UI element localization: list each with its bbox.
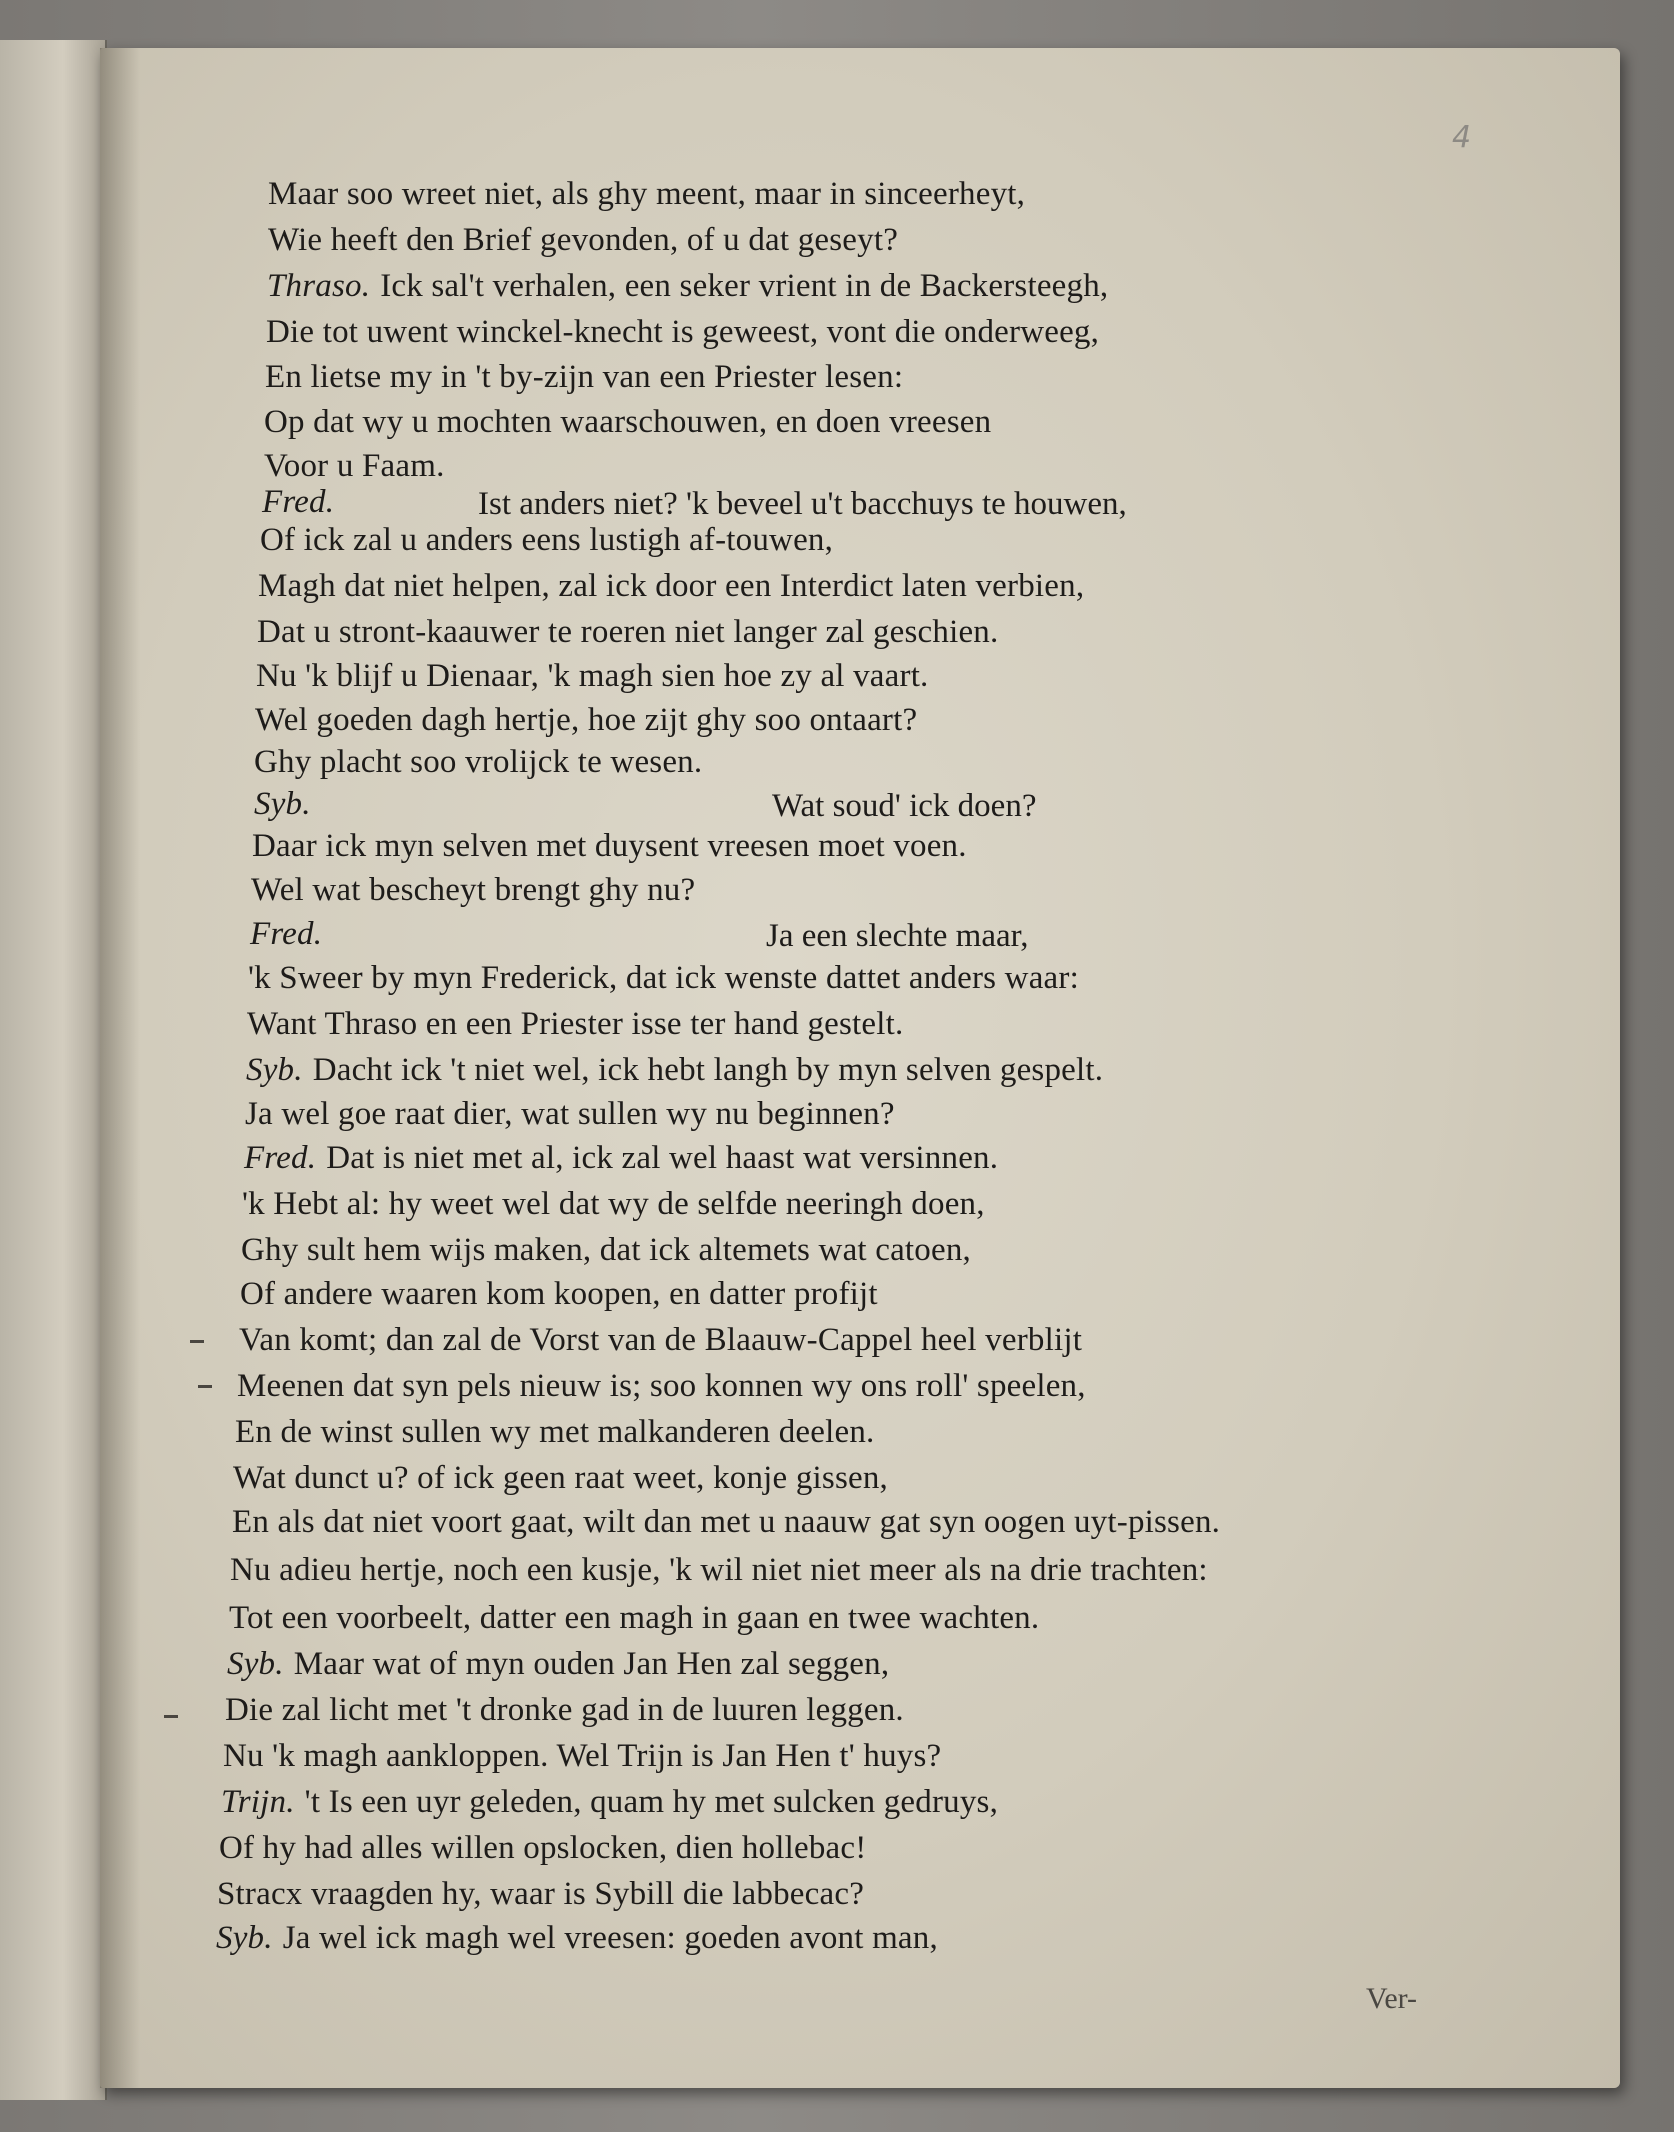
text-line [229, 1598, 1039, 1638]
line-text: Tot een voorbeelt, datter een magh in gaan en twee wachten. [229, 1600, 1040, 1636]
text-line [268, 174, 1025, 214]
line-text: Want Thraso en een Priester isse ter hand gestelt. [247, 1006, 904, 1042]
line-text: 't Is een uyr geleden, quam hy met sulcken gedruys, [304, 1784, 999, 1820]
text-line [247, 1004, 903, 1044]
text-line [254, 784, 311, 824]
text-line [216, 1918, 938, 1958]
line-text: Wel wat bescheyt brengt ghy nu? [251, 872, 696, 908]
text-line [235, 1412, 874, 1452]
line-text: Die tot uwent winckel-knecht is geweest, vont die onderweeg, [266, 314, 1100, 350]
text-line [255, 700, 917, 740]
line-text: Dat u stront-kaauwer te roeren niet langer zal geschien. [257, 614, 999, 650]
text-line [219, 1828, 866, 1868]
line-text: Ja wel goe raat dier, wat sullen wy nu beginnen? [245, 1096, 895, 1132]
speaker-name: Syb. [254, 786, 311, 822]
text-line [246, 1050, 1103, 1090]
line-text: Of ick zal u anders eens lustigh af-touwen, [260, 522, 834, 558]
text-line [262, 482, 334, 522]
text-line [254, 742, 702, 782]
speaker-name: Fred. [250, 916, 323, 952]
speaker-name: Fred. [262, 484, 335, 520]
speaker-name: Thraso. [267, 268, 371, 304]
line-text: Dacht ick 't niet wel, ick hebt langh by myn selven gespelt. [312, 1052, 1104, 1088]
line-text: Ick sal't verhalen, een seker vrient in de Backersteegh, [380, 268, 1109, 304]
line-text: Ghy placht soo vrolijck te wesen. [254, 744, 703, 780]
text-line [256, 656, 929, 696]
text-line [257, 612, 998, 652]
margin-mark [164, 1715, 178, 1718]
text-line [227, 1644, 889, 1684]
line-text: Van komt; dan zal de Vorst van de Blaauw-Cappel heel verblijt [239, 1322, 1083, 1358]
margin-mark [198, 1385, 212, 1388]
line-text: Wat dunct u? of ick geen raat weet, konje gissen, [233, 1460, 888, 1496]
text-line [260, 520, 833, 560]
text-line [230, 1550, 1208, 1590]
line-text: Stracx vraagden hy, waar is Sybill die labbecac? [217, 1876, 865, 1912]
line-text: Ist anders niet? 'k beveel u't bacchuys te houwen, [478, 486, 1127, 522]
speaker-name: Syb. [227, 1646, 284, 1682]
line-text: Nu 'k blijf u Dienaar, 'k magh sien hoe zy al vaart. [256, 658, 929, 694]
line-text: Ghy sult hem wijs maken, dat ick altemets wat catoen, [241, 1232, 971, 1268]
line-text: Maar soo wreet niet, als ghy meent, maar in sinceerheyt, [268, 176, 1026, 212]
text-line [225, 1690, 904, 1730]
speaker-name: Syb. [246, 1052, 303, 1088]
speaker-name: Fred. [244, 1140, 317, 1176]
text-line [232, 1502, 1220, 1542]
text-line [250, 914, 322, 954]
line-text: En lietse my in 't by-zijn van een Priester lesen: [265, 359, 904, 395]
line-text: Of andere waaren kom koopen, en datter profijt [240, 1276, 878, 1312]
text-line [242, 1184, 985, 1224]
text-line [265, 357, 903, 397]
line-text: Of hy had alles willen opslocken, dien hollebac! [219, 1830, 867, 1866]
text-line [233, 1458, 888, 1498]
text-line [245, 1094, 895, 1134]
text-line [217, 1874, 864, 1914]
text-line [264, 402, 991, 442]
speaker-name: Syb. [216, 1920, 273, 1956]
line-text: Wel goeden dagh hertje, hoe zijt ghy soo ontaart? [255, 702, 918, 738]
speaker-name: Trijn. [221, 1784, 295, 1820]
line-text: 'k Hebt al: hy weet wel dat wy de selfde neeringh doen, [242, 1186, 985, 1222]
line-text: Meenen dat syn pels nieuw is; soo konnen wy ons roll' speelen, [237, 1368, 1086, 1404]
text-line [267, 266, 1108, 306]
text-line [237, 1366, 1086, 1406]
text-line [266, 312, 1099, 352]
text-line [239, 1320, 1082, 1360]
line-text: En als dat niet voort gaat, wilt dan met u naauw gat syn oogen uyt-pissen. [232, 1504, 1221, 1540]
text-line [248, 958, 1079, 998]
line-text: Nu adieu hertje, noch een kusje, 'k wil niet niet meer als na drie trachten: [230, 1552, 1208, 1588]
text-line [241, 1230, 971, 1270]
text-line [240, 1274, 878, 1314]
text-line [252, 826, 967, 866]
line-text: Magh dat niet helpen, zal ick door een Interdict laten verbien, [258, 568, 1085, 604]
line-text: Maar wat of myn ouden Jan Hen zal seggen, [293, 1646, 890, 1682]
line-text: Wat soud' ick doen? [772, 788, 1037, 824]
page-number: 4 [1452, 120, 1472, 155]
line-text: Wie heeft den Brief gevonden, of u dat geseyt? [268, 222, 899, 258]
text-line [251, 870, 695, 910]
line-text: En de winst sullen wy met malkanderen deelen. [235, 1414, 875, 1450]
line-text: Op dat wy u mochten waarschouwen, en doen vreesen [264, 404, 992, 440]
catchword: Ver- [1366, 1982, 1418, 2015]
line-text: Nu 'k magh aankloppen. Wel Trijn is Jan Hen t' huys? [223, 1738, 942, 1774]
line-text: Voor u Faam. [264, 448, 445, 484]
text-line [268, 220, 898, 260]
line-text: Ja wel ick magh wel vreesen: goeden avont man, [282, 1920, 938, 1956]
text-line [244, 1138, 998, 1178]
text-line [258, 566, 1084, 606]
line-text: 'k Sweer by myn Frederick, dat ick wenste dattet anders waar: [248, 960, 1079, 996]
line-text: Dat is niet met al, ick zal wel haast wat versinnen. [326, 1140, 999, 1176]
margin-mark [190, 1340, 204, 1343]
text-line [223, 1736, 941, 1776]
text-line [221, 1782, 998, 1822]
line-text: Daar ick myn selven met duysent vreesen moet voen. [252, 828, 967, 864]
text-line [264, 446, 445, 486]
line-text: Die zal licht met 't dronke gad in de luuren leggen. [225, 1692, 904, 1728]
line-text: Ja een slechte maar, [766, 918, 1029, 954]
